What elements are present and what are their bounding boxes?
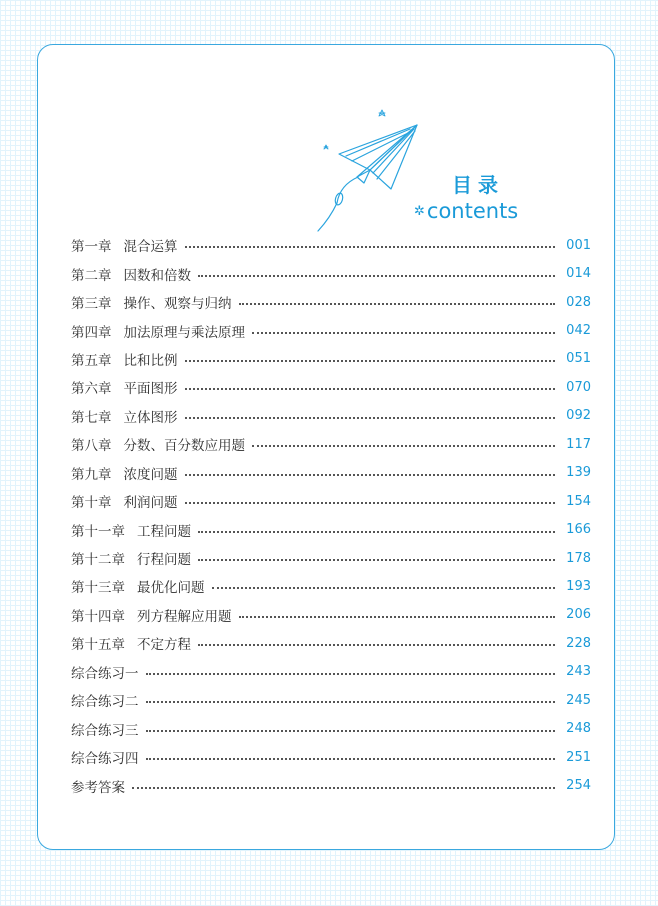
chapter-number: 第十三章 (71, 580, 125, 597)
dot-leader (252, 445, 555, 447)
page-number: 206 (566, 607, 591, 623)
toc-entry[interactable] (71, 316, 591, 344)
toc-entry[interactable] (71, 515, 591, 543)
toc-entry[interactable] (71, 430, 591, 458)
dot-leader (146, 701, 556, 703)
toc-entry[interactable] (71, 601, 591, 629)
dot-leader (198, 275, 555, 277)
page-number: 193 (566, 578, 591, 594)
toc-entry[interactable] (71, 231, 591, 259)
toc-entry[interactable] (71, 345, 591, 373)
page-number: 139 (566, 465, 591, 481)
page-number: 228 (566, 635, 591, 651)
chapter-number: 第十二章 (71, 552, 125, 569)
chapter-number: 第二章 (71, 267, 112, 284)
page-number: 251 (566, 749, 591, 765)
dot-leader (212, 587, 556, 589)
dot-leader (239, 303, 556, 305)
chapter-title: 混合运算 (123, 239, 178, 256)
dot-leader (185, 417, 556, 419)
chapter-title: 列方程解应用题 (137, 608, 232, 625)
dot-leader (146, 730, 556, 732)
dot-leader (185, 246, 556, 248)
page-number: 154 (566, 493, 591, 509)
dot-leader (146, 758, 556, 760)
dot-leader (146, 673, 556, 675)
toc-entry[interactable] (71, 373, 591, 401)
dot-leader (239, 616, 556, 618)
toc-subtitle-text: contents (426, 199, 519, 223)
entry-title: 综合练习四 (71, 751, 139, 768)
chapter-number: 第三章 (71, 296, 112, 313)
chapter-number: 第七章 (71, 409, 112, 426)
dot-leader (132, 787, 555, 789)
page-number: 001 (566, 237, 591, 253)
page-number: 014 (566, 266, 591, 282)
chapter-title: 因数和倍数 (123, 267, 191, 284)
page-number: 243 (566, 664, 591, 680)
chapter-number: 第十一章 (71, 523, 125, 540)
entry-title: 综合练习一 (71, 665, 139, 682)
chapter-number: 第一章 (71, 239, 112, 256)
toc-entry[interactable] (71, 459, 591, 487)
dot-leader (185, 388, 556, 390)
chapter-title: 利润问题 (123, 495, 178, 512)
page-number: 042 (566, 323, 591, 339)
star-icon: ✲ (414, 204, 425, 219)
dot-leader (252, 332, 555, 334)
chapter-title: 加法原理与乘法原理 (123, 324, 245, 341)
chapter-title: 比和比例 (123, 352, 178, 369)
dot-leader (198, 644, 555, 646)
toc-entry[interactable] (71, 544, 591, 572)
chapter-number: 第九章 (71, 466, 112, 483)
toc-entry[interactable] (71, 686, 591, 714)
chapter-number: 第十四章 (71, 608, 125, 625)
toc-entry[interactable] (71, 572, 591, 600)
entry-title: 综合练习三 (71, 722, 139, 739)
dot-leader (185, 502, 556, 504)
page-number: 248 (566, 721, 591, 737)
chapter-number: 第五章 (71, 352, 112, 369)
toc-entry[interactable] (71, 658, 591, 686)
page-number: 245 (566, 692, 591, 708)
entry-title: 综合练习二 (71, 694, 139, 711)
page-number: 070 (566, 379, 591, 395)
toc-entry[interactable] (71, 288, 591, 316)
entry-title: 参考答案 (71, 779, 125, 796)
chapter-number: 第十五章 (71, 637, 125, 654)
page-number: 092 (566, 408, 591, 424)
paper-plane-icon (312, 103, 427, 235)
toc-subtitle (414, 199, 518, 223)
chapter-title: 最优化问题 (137, 580, 205, 597)
table-of-contents (71, 231, 591, 800)
chapter-number: 第八章 (71, 438, 112, 455)
chapter-number: 第四章 (71, 324, 112, 341)
toc-entry[interactable] (71, 402, 591, 430)
chapter-title: 工程问题 (137, 523, 191, 540)
toc-entry[interactable] (71, 743, 591, 771)
chapter-title: 不定方程 (137, 637, 191, 654)
chapter-number: 第六章 (71, 381, 112, 398)
chapter-title: 立体图形 (123, 409, 178, 426)
toc-entry[interactable] (71, 771, 591, 799)
page-number: 254 (566, 778, 591, 794)
page-number: 051 (566, 351, 591, 367)
dot-leader (185, 360, 556, 362)
chapter-number: 第十章 (71, 495, 112, 512)
page-number: 117 (566, 436, 591, 452)
toc-title: 目录 (452, 173, 504, 197)
toc-entry[interactable] (71, 487, 591, 515)
chapter-title: 分数、百分数应用题 (123, 438, 245, 455)
page-number: 028 (566, 294, 591, 310)
toc-entry[interactable] (71, 714, 591, 742)
chapter-title: 平面图形 (123, 381, 178, 398)
dot-leader (198, 559, 555, 561)
toc-entry[interactable] (71, 629, 591, 657)
dot-leader (198, 531, 555, 533)
dot-leader (185, 474, 556, 476)
chapter-title: 行程问题 (137, 552, 191, 569)
chapter-title: 浓度问题 (123, 466, 178, 483)
toc-entry[interactable] (71, 259, 591, 287)
page-number: 166 (566, 522, 591, 538)
chapter-title: 操作、观察与归纳 (123, 296, 232, 313)
page-number: 178 (566, 550, 591, 566)
